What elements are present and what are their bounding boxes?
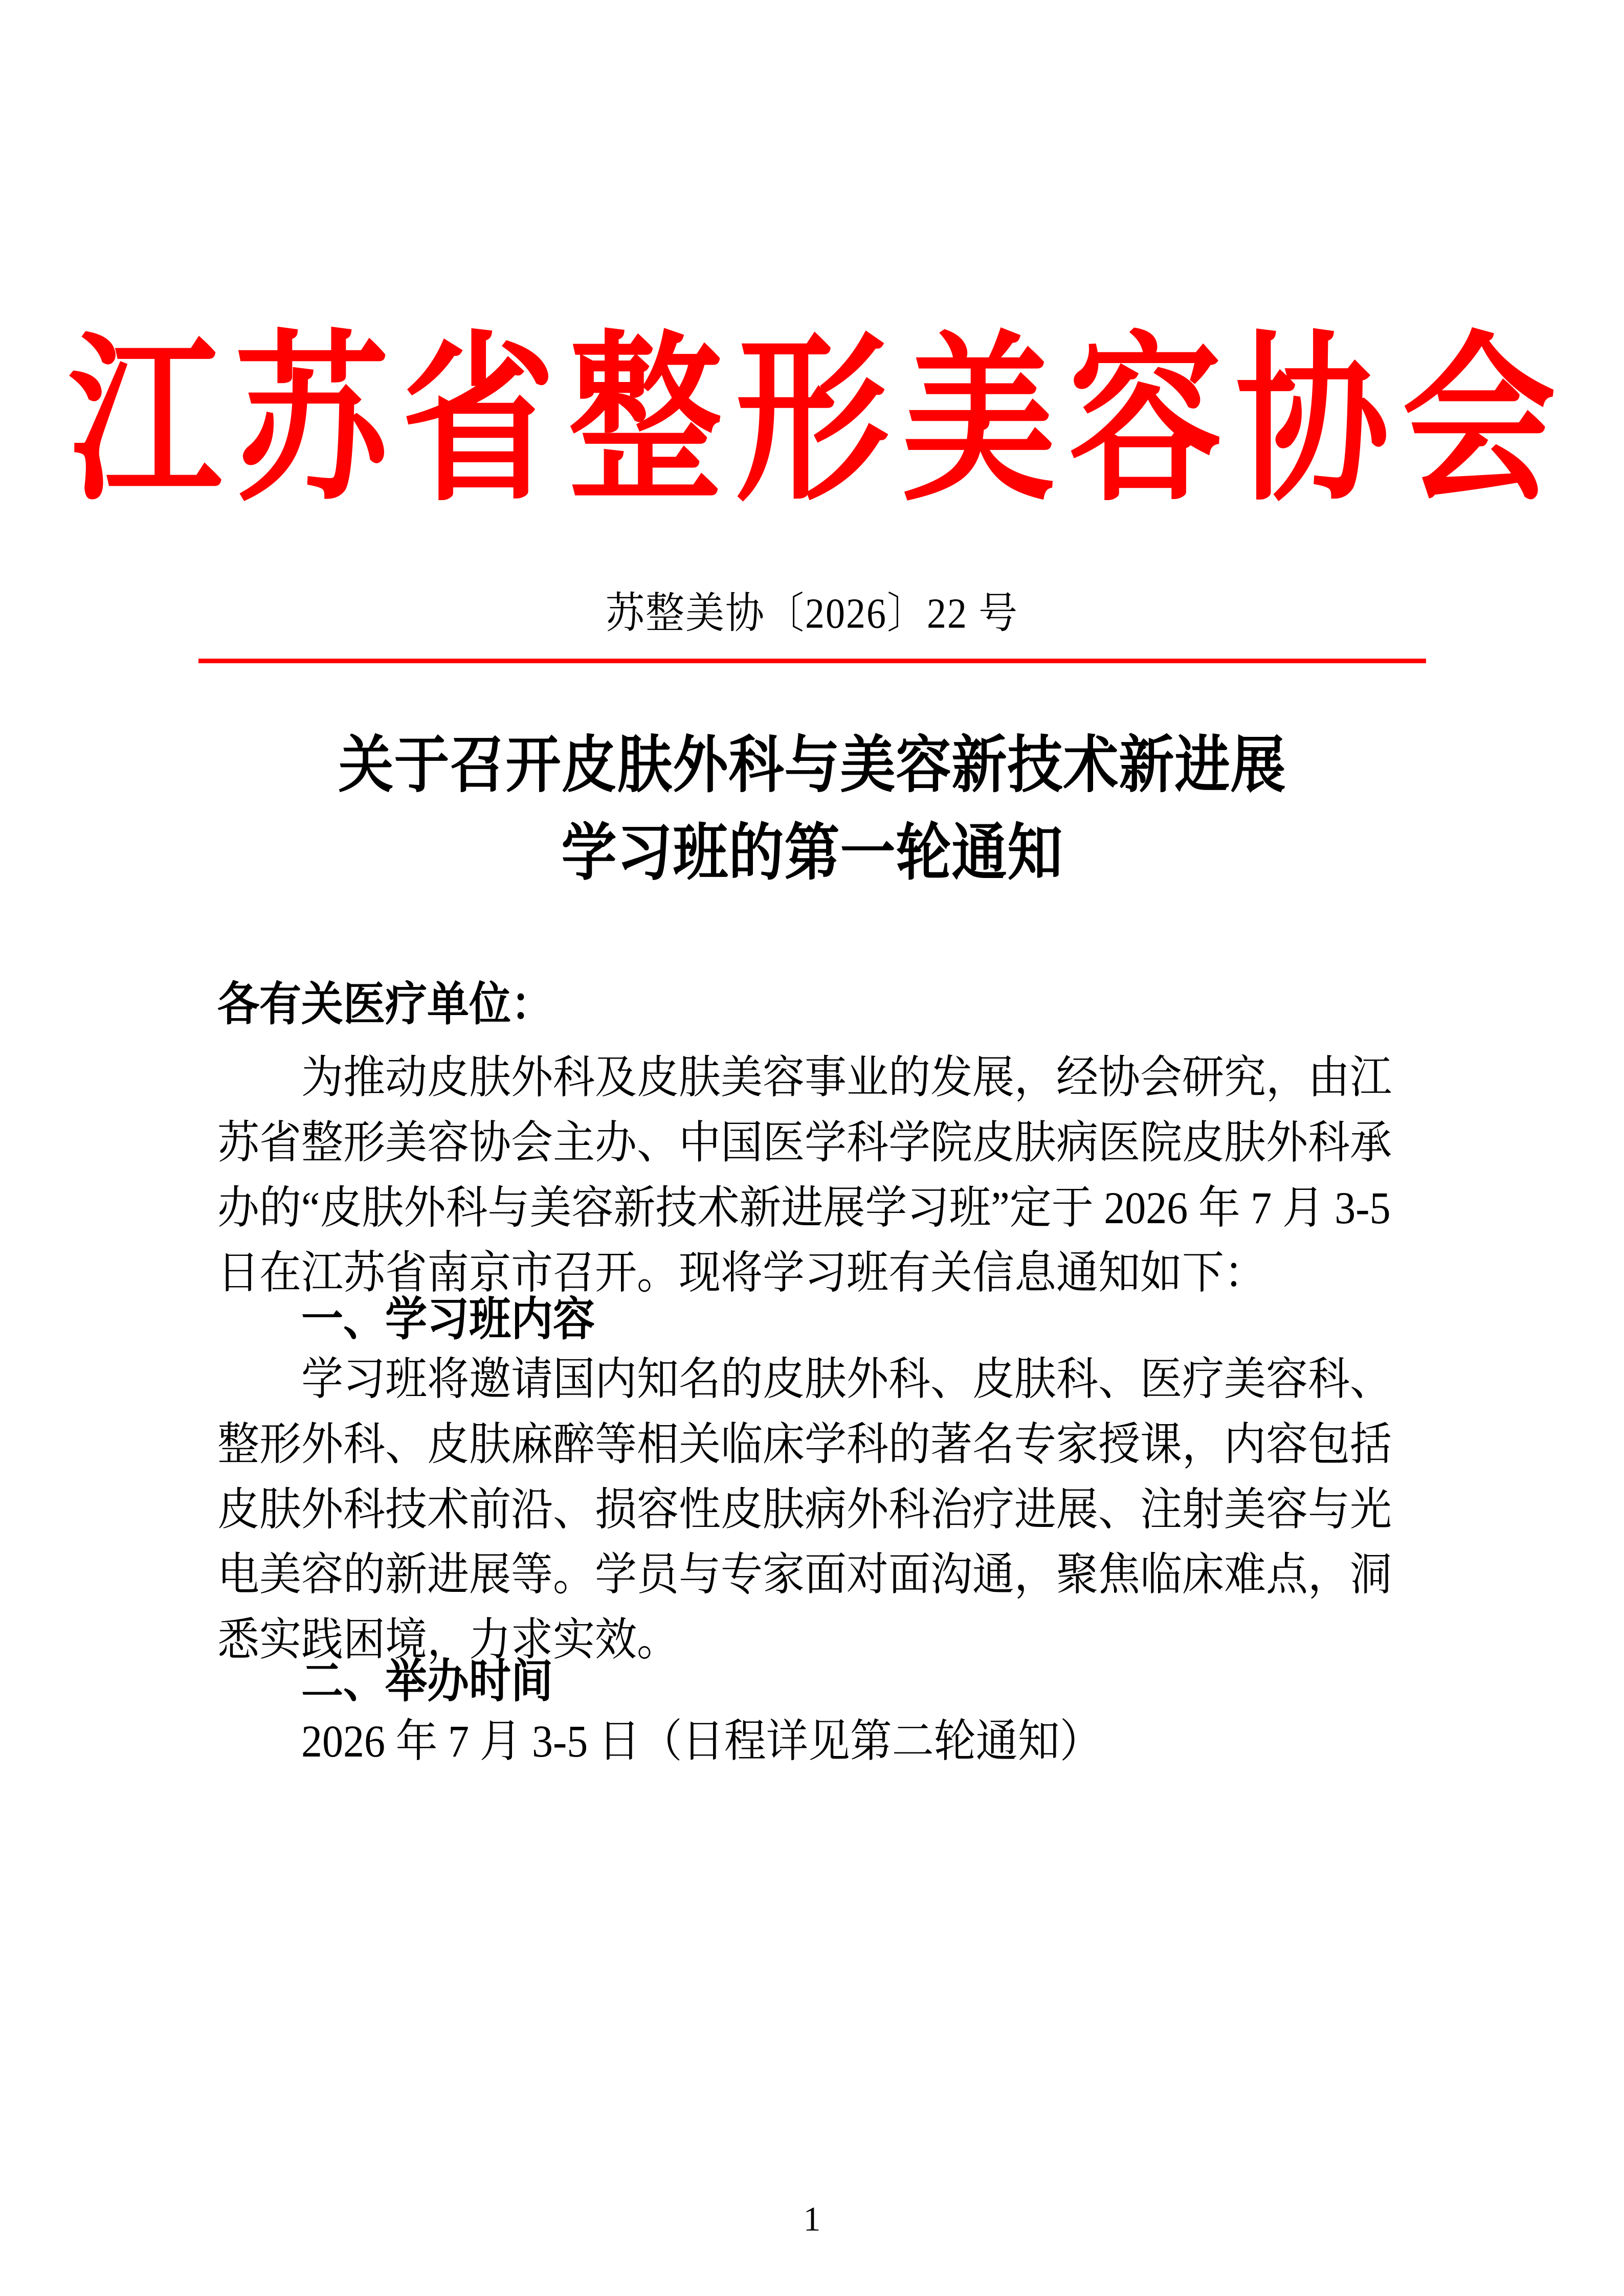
- section-heading-one: 一、学习班内容: [301, 1294, 595, 1345]
- paragraph-line: 电美容的新进展等。学员与专家面对面沟通，聚焦临床难点，洞: [217, 1549, 1392, 1600]
- section-heading-two: 二、举办时间: [301, 1656, 553, 1707]
- paragraph-line: 整形外科、皮肤麻醉等相关临床学科的著名专家授课，内容包括: [217, 1419, 1392, 1470]
- document-number: 苏整美协〔2026〕22 号: [606, 590, 1018, 638]
- paragraph-line: 皮肤外科技术前沿、损容性皮肤病外科治疗进展、注射美容与光: [217, 1484, 1392, 1535]
- organization-title: 江苏省整形美容协会: [68, 322, 1569, 523]
- page-number: 1: [803, 2199, 821, 2238]
- paragraph-date: [217, 1709, 1409, 1774]
- paragraph-line: 苏省整形美容协会主办、中国医学科学院皮肤病医院皮肤外科承: [217, 1117, 1392, 1168]
- paragraph-intro: [217, 1045, 1409, 1306]
- paragraph-line: 2026 年 7 月 3-5 日（日程详见第二轮通知）: [301, 1716, 1102, 1767]
- salutation: 各有关医疗单位：: [217, 979, 553, 1030]
- title-line-2: 学习班的第一轮通知: [561, 819, 1063, 888]
- paragraph-course-content: [217, 1347, 1409, 1673]
- document-body: [217, 972, 1409, 1769]
- paragraph-line: 办的“皮肤外科与美容新技术新进展学习班”定于 2026 年 7 月 3-5: [217, 1182, 1391, 1233]
- page-title: [198, 722, 1426, 898]
- letterhead: [0, 322, 1624, 523]
- paragraph-line: 日在江苏省南京市召开。现将学习班有关信息通知如下：: [217, 1248, 1266, 1298]
- red-divider-rule: [198, 659, 1426, 663]
- title-line-1: 关于召开皮肤外科与美容新技术新进展: [338, 732, 1286, 800]
- paragraph-line: 为推动皮肤外科及皮肤美容事业的发展，经协会研究，由江: [301, 1052, 1392, 1103]
- paragraph-line: 学习班将邀请国内知名的皮肤外科、皮肤科、医疗美容科、: [301, 1354, 1392, 1405]
- paragraph-line: 悉实践困境，力求实效。: [217, 1614, 679, 1665]
